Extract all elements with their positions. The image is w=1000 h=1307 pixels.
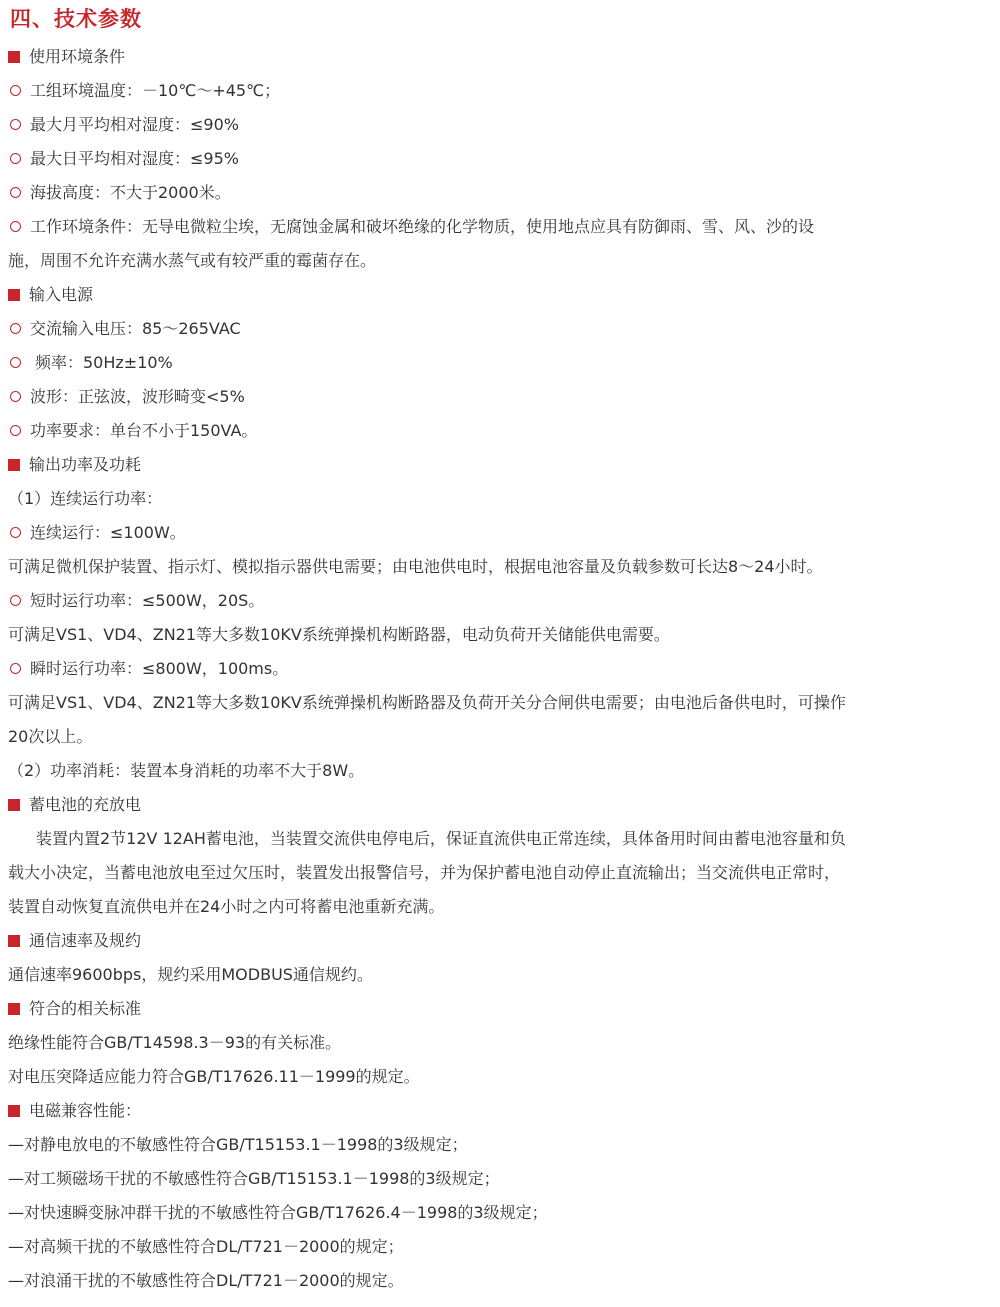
emc-item: —对快速瞬变脉冲群干扰的不敏感性符合GB/T17626.4－1998的3级规定； [8,1203,548,1222]
list-item [8,210,993,244]
battery-desc-line-2: 载大小决定，当蓄电池放电至过欠压时，装置发出报警信号，并为保护蓄电池自动停止直流输出；当交流供电正常时， [8,863,841,882]
red-square-bullet-icon [8,289,20,301]
circle-bullet-icon [10,425,21,436]
section-title-power-input: 输入电源 [29,285,94,304]
list-item [8,108,993,142]
section-env [8,40,993,74]
list-item [8,380,993,414]
continuous-power-desc: 可满足微机保护装置、指示灯、模拟指示器供电需要；由电池供电时，根据电池容量及负载参数可长达8～24小时。 [8,557,823,576]
section-title-standards: 符合的相关标准 [29,999,142,1018]
instant-power-desc-line-1: 可满足VS1、VD4、ZN21等大多数10KV系统弹操机构断路器及负荷开关分合闸供电需要；由电池后备供电时，可操作 [8,693,846,712]
circle-bullet-icon [10,595,21,606]
input-frequency: 频率：50Hz±10% [35,353,173,372]
battery-desc-line-1: 装置内置2节12V 12AH蓄电池，当装置交流供电停电后，保证直流供电正常连续，具体备用时间由蓄电池容量和负 [36,829,846,848]
list-item [8,516,993,550]
input-waveform: 波形：正弦波，波形畸变<5% [30,387,245,406]
standard-insulation: 绝缘性能符合GB/T14598.3－93的有关标准。 [8,1033,342,1052]
instant-power: 瞬时运行功率：≤800W，100ms。 [30,659,289,678]
emc-item: —对工频磁场干扰的不敏感性符合GB/T15153.1－1998的3级规定； [8,1169,500,1188]
env-altitude: 海拔高度：不大于2000米。 [30,183,231,202]
input-voltage: 交流输入电压：85～265VAC [30,319,241,338]
short-power-desc: 可满足VS1、VD4、ZN21等大多数10KV系统弹操机构断路器，电动负荷开关储能供电需要。 [8,625,670,644]
list-item [8,312,993,346]
section-title-env: 使用环境条件 [29,47,126,66]
env-humidity-month: 最大月平均相对湿度：≤90% [30,115,239,134]
list-item [8,142,993,176]
continuous-power-label: （1）连续运行功率： [8,489,163,508]
power-consumption: （2）功率消耗：装置本身消耗的功率不大于8W。 [8,761,365,780]
section-title-comm: 通信速率及规约 [29,931,142,950]
section-output [8,448,993,482]
page-title: 四、技术参数 [10,7,142,31]
env-temp: 工组环境温度：－10℃～+45℃； [30,81,281,100]
list-item [8,652,993,686]
standard-voltage-dip: 对电压突降适应能力符合GB/T17626.11－1999的规定。 [8,1067,420,1086]
circle-bullet-icon [10,527,21,538]
section-battery [8,788,993,822]
section-comm [8,924,993,958]
section-power-input [8,278,993,312]
section-title-output: 输出功率及功耗 [29,455,142,474]
list-item [8,414,993,448]
circle-bullet-icon [10,85,21,96]
circle-bullet-icon [10,221,21,232]
continuous-power: 连续运行：≤100W。 [30,523,186,542]
red-square-bullet-icon [8,51,20,63]
emc-item: —对浪涌干扰的不敏感性符合DL/T721－2000的规定。 [8,1271,404,1290]
red-square-bullet-icon [8,1105,20,1117]
list-item [8,584,993,618]
paragraph-line: 施，周围不允许充满水蒸气或有较严重的霉菌存在。 [8,251,377,270]
section-standards [8,992,993,1026]
red-square-bullet-icon [8,799,20,811]
circle-bullet-icon [10,119,21,130]
section-title-emc: 电磁兼容性能： [29,1101,142,1120]
battery-desc-line-3: 装置自动恢复直流供电并在24小时之内可将蓄电池重新充满。 [8,897,445,916]
circle-bullet-icon [10,663,21,674]
list-item [8,176,993,210]
red-square-bullet-icon [8,1003,20,1015]
list-item [8,346,993,380]
section-title-battery: 蓄电池的充放电 [29,795,142,814]
circle-bullet-icon [10,357,21,368]
red-square-bullet-icon [8,459,20,471]
env-humidity-day: 最大日平均相对湿度：≤95% [30,149,239,168]
comm-desc: 通信速率9600bps，规约采用MODBUS通信规约。 [8,965,373,984]
section-emc [8,1094,993,1128]
circle-bullet-icon [10,153,21,164]
red-square-bullet-icon [8,935,20,947]
emc-item: —对静电放电的不敏感性符合GB/T15153.1－1998的3级规定； [8,1135,468,1154]
short-power: 短时运行功率：≤500W，20S。 [30,591,265,610]
env-conditions-line-1: 工作环境条件：无导电微粒尘埃，无腐蚀金属和破坏绝缘的化学物质，使用地点应具有防御雨、雪、风、沙的设 [30,217,815,236]
instant-power-desc-line-2: 20次以上。 [8,727,93,746]
input-power-requirement: 功率要求：单台不小于150VA。 [30,421,258,440]
circle-bullet-icon [10,323,21,334]
emc-item: —对高频干扰的不敏感性符合DL/T721－2000的规定； [8,1237,404,1256]
circle-bullet-icon [10,391,21,402]
circle-bullet-icon [10,187,21,198]
list-item [8,74,993,108]
